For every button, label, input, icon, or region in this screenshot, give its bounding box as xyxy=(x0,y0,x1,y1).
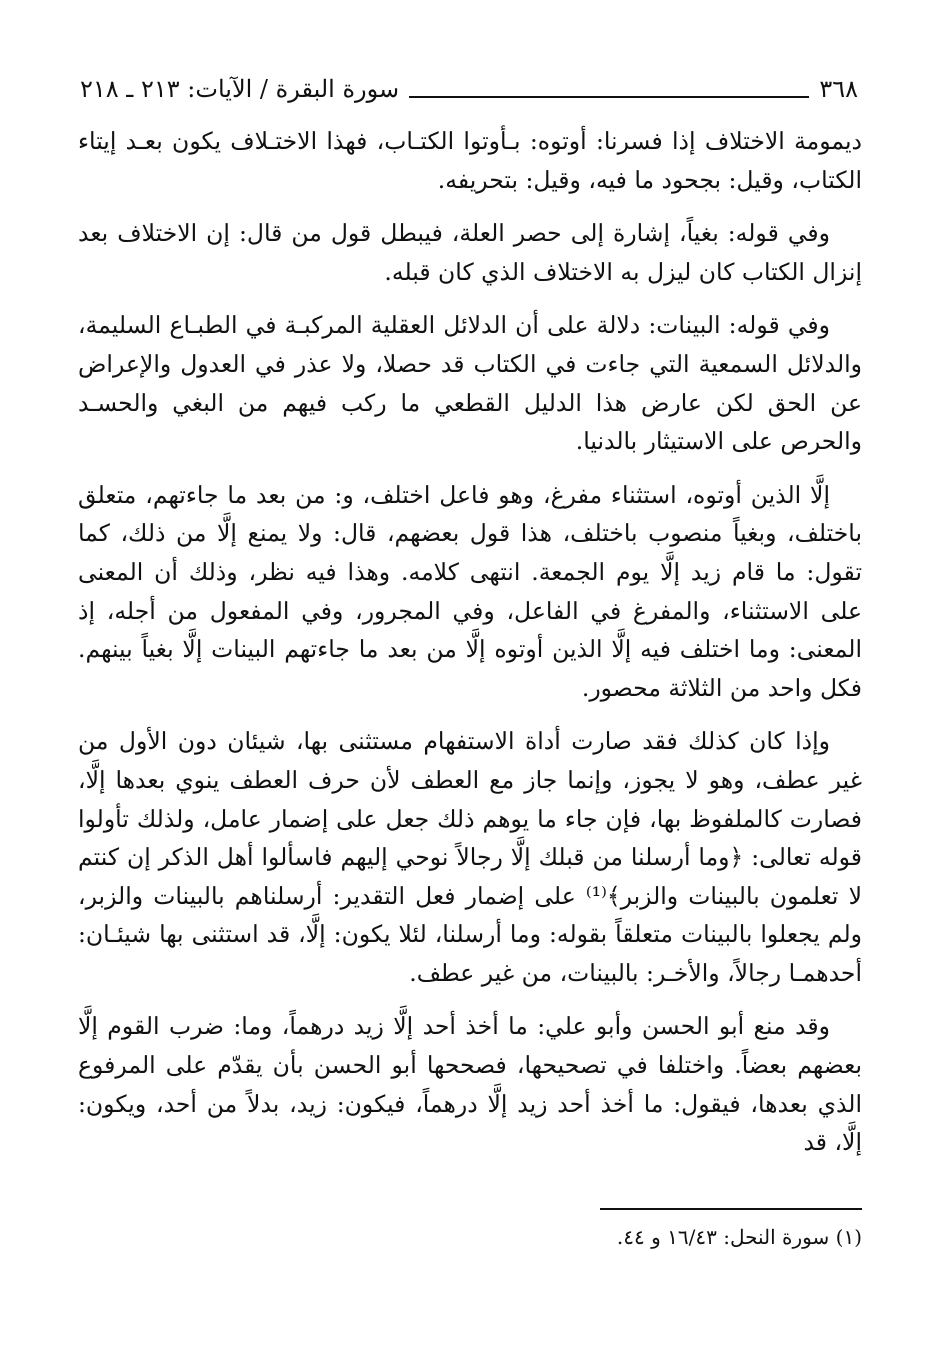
page-number: ٣٦٨ xyxy=(819,75,858,103)
page-header xyxy=(80,64,858,104)
paragraph: إلَّا الذين أوتوه، استثناء مفرغ، وهو فاعل اختلف، و: من بعد ما جاءتهم، متعلق باختلف، وبغياً منصوب باختلف، هذا قول بعضهم، قال: ولا يمنع إلَّا من ذلك، كما تقول: ما قام زيد إلَّا يوم الجمعة. انتهى كلامه. وهذا فيه نظر، وذلك أن المعنى على الاستثناء، والمفرغ في الفاعل، وفي المجرور، وفي المفعول من أجله، إذ المعنى: وما اختلف فيه إلَّا الذين أوتوه إلَّا من بعد ما جاءتهم البينات إلَّا بغياً بينهم. فكل واحد من الثلاثة محصور. xyxy=(78,480,862,702)
header-rule xyxy=(409,96,809,98)
footnote: (١) سورة النحل: ١٦/٤٣ و ٤٤. xyxy=(616,1225,862,1249)
body-text xyxy=(78,122,862,1177)
paragraph: وفي قوله: بغياً، إشارة إلى حصر العلة، فيبطل قول من قال: إن الاختلاف بعد إنزال الكتاب كان ليزل به الاختلاف الذي كان قبله. xyxy=(78,219,862,286)
footnote-rule xyxy=(600,1208,862,1210)
running-title: سورة البقرة / الآيات: ٢١٣ ـ ٢١٨ xyxy=(80,75,400,103)
paragraph: وإذا كان كذلك فقد صارت أداة الاستفهام مستثنى بها، شيئان دون الأول من غير عطف، وهو لا يجوز، وإنما جاز مع العطف لأن حرف العطف ينوي بعدها إلَّا، فصارت كالملفوظ بها، فإن جاء ما يوهم ذلك جعل على إضمار عامل، ولذلك تأولوا قوله تعالى: ﴿وما أرسلنا من قبلك إلَّا رجالاً نوحي إليهم فاسألوا أهل الذكر إن كنتم لا تعلمون بالبينات والزبر﴾⁽¹⁾ على إضمار فعل التقدير: أرسلناهم بالبينات والزبر، ولم يجعلوا بالبينات متعلقاً بقوله: وما أرسلنا، لئلا يكون: إلَّا، قد استثنى بها شيئـان: أحدهمـا رجالاً، والأخـر: بالبينات، من غير عطف. xyxy=(78,727,862,987)
paragraph: وقد منع أبو الحسن وأبو علي: ما أخذ أحد إلَّا زيد درهماً، وما: ضرب القوم إلَّا بعضهم بعضاً. واختلفا في تصحيحها، فصححها أبو الحسن بأن يقدّم على المرفوع الذي بعدها، فيقول: ما أخذ أحد زيد إلَّا درهماً، فيكون: زيد، بدلاً من أحد، ويكون: إلَّا، قد xyxy=(78,1012,862,1157)
paragraph: وفي قوله: البينات: دلالة على أن الدلائل العقلية المركبـة في الطبـاع السليمة، والدلائل السمعية التي جاءت في الكتاب قد حصلا، ولا عذر في العدول والإعراض عن الحق لكن عارض هذا الدليل القطعي ما ركب فيهم من البغي والحسـد والحرص على الاستيثار بالدنيا. xyxy=(78,311,862,456)
paragraph: ديمومة الاختلاف إذا فسرنا: أوتوه: بـأوتوا الكتـاب، فهذا الاختـلاف يكون بعـد إيتاء الكتاب، وقيل: بجحود ما فيه، وقيل: بتحريفه. xyxy=(78,127,862,194)
